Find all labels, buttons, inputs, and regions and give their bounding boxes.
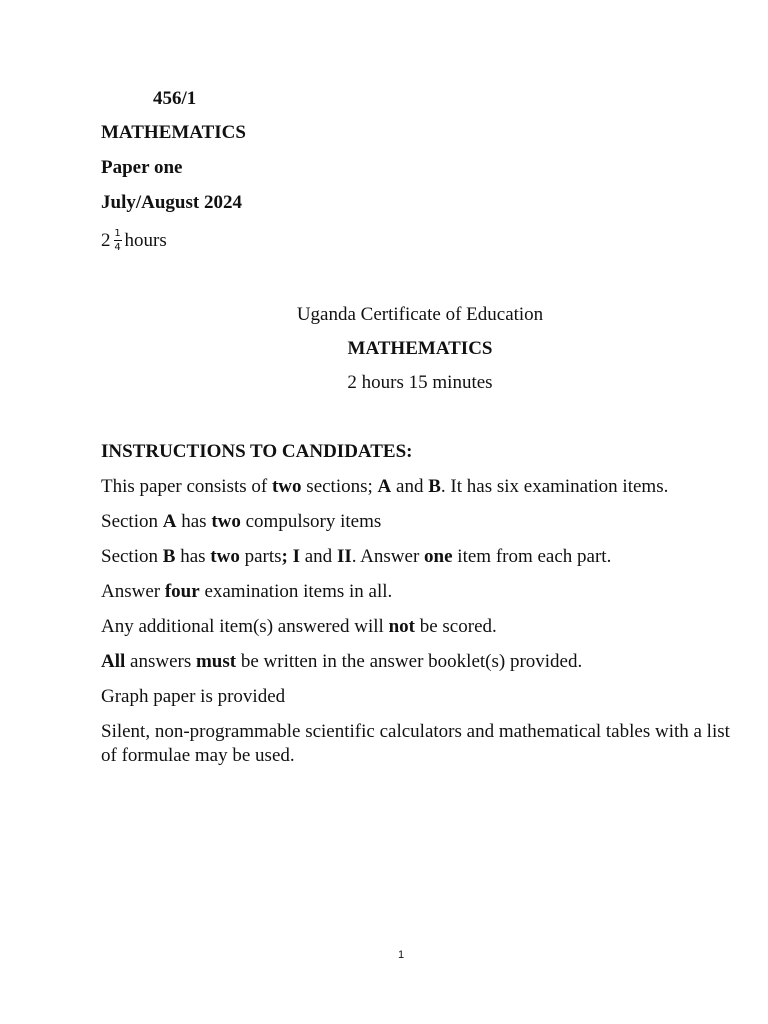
instruction-item	[101, 545, 741, 569]
paper-duration	[101, 228, 167, 253]
instruction-emphasis: two	[271, 476, 302, 497]
instruction-text: parts	[239, 546, 282, 567]
instruction-emphasis: must	[195, 651, 237, 672]
instruction-emphasis: All	[101, 651, 126, 672]
instruction-item	[101, 685, 741, 709]
instruction-text: . It has six examination items.	[440, 476, 669, 497]
instruction-text: Graph paper is provided	[101, 686, 286, 707]
instruction-text: . Answer	[351, 546, 425, 567]
instruction-item	[101, 650, 741, 674]
instruction-text: and	[300, 546, 337, 567]
instruction-text: item from each part.	[452, 546, 612, 567]
page-number: 1	[397, 949, 405, 961]
instruction-emphasis: two	[210, 546, 240, 567]
instruction-text: answers	[125, 651, 196, 672]
paper-code: 456/1	[153, 88, 197, 109]
subject-title: MATHEMATICS	[347, 338, 493, 359]
instructions-section	[101, 440, 741, 779]
instruction-text: Any additional item(s) answered will	[101, 616, 389, 637]
instruction-text: Silent, non-programmable scientific calculators and mathematical tables with a list of formulae may be used.	[101, 721, 730, 766]
paper-number: Paper one	[101, 157, 183, 178]
instruction-text: Section	[101, 546, 163, 567]
instruction-text: examination items in all.	[199, 581, 393, 602]
instruction-text: Section	[101, 511, 163, 532]
subject-header: MATHEMATICS	[101, 122, 246, 143]
instructions-heading: INSTRUCTIONS TO CANDIDATES:	[101, 441, 413, 462]
instruction-emphasis: A	[377, 476, 392, 497]
instruction-item	[101, 615, 741, 639]
instruction-emphasis: ; I	[281, 546, 300, 567]
instruction-emphasis: A	[162, 511, 177, 532]
duration-fraction	[114, 228, 122, 253]
instruction-emphasis: B	[428, 476, 441, 497]
instruction-text: and	[391, 476, 429, 497]
instruction-text: be scored.	[414, 616, 497, 637]
duration-unit: hours	[124, 229, 167, 251]
instruction-text: be written in the answer booklet(s) provided.	[236, 651, 583, 672]
instruction-text: has	[176, 511, 212, 532]
exam-board-title: Uganda Certificate of Education	[296, 304, 544, 325]
duration-whole: 2	[101, 229, 111, 251]
exam-session: July/August 2024	[101, 192, 242, 213]
instruction-text: This paper consists of	[101, 476, 272, 497]
instruction-emphasis: four	[164, 581, 200, 602]
fraction-denominator: 4	[114, 242, 121, 253]
instruction-item	[101, 510, 741, 534]
instruction-item	[101, 720, 741, 768]
instruction-emphasis: one	[424, 546, 453, 567]
instruction-text: has	[175, 546, 211, 567]
instruction-item	[101, 475, 741, 499]
instruction-emphasis: B	[162, 546, 176, 567]
instruction-text: Answer	[101, 581, 165, 602]
instructions-list	[101, 475, 741, 768]
instruction-text: compulsory items	[240, 511, 382, 532]
instruction-emphasis: two	[211, 511, 241, 532]
fraction-bar	[114, 240, 122, 241]
fraction-numerator: 1	[114, 228, 121, 239]
instruction-emphasis: II	[336, 546, 352, 567]
instruction-text: sections;	[301, 476, 378, 497]
duration-title: 2 hours 15 minutes	[347, 372, 493, 393]
instruction-item	[101, 580, 741, 604]
instruction-emphasis: not	[388, 616, 415, 637]
